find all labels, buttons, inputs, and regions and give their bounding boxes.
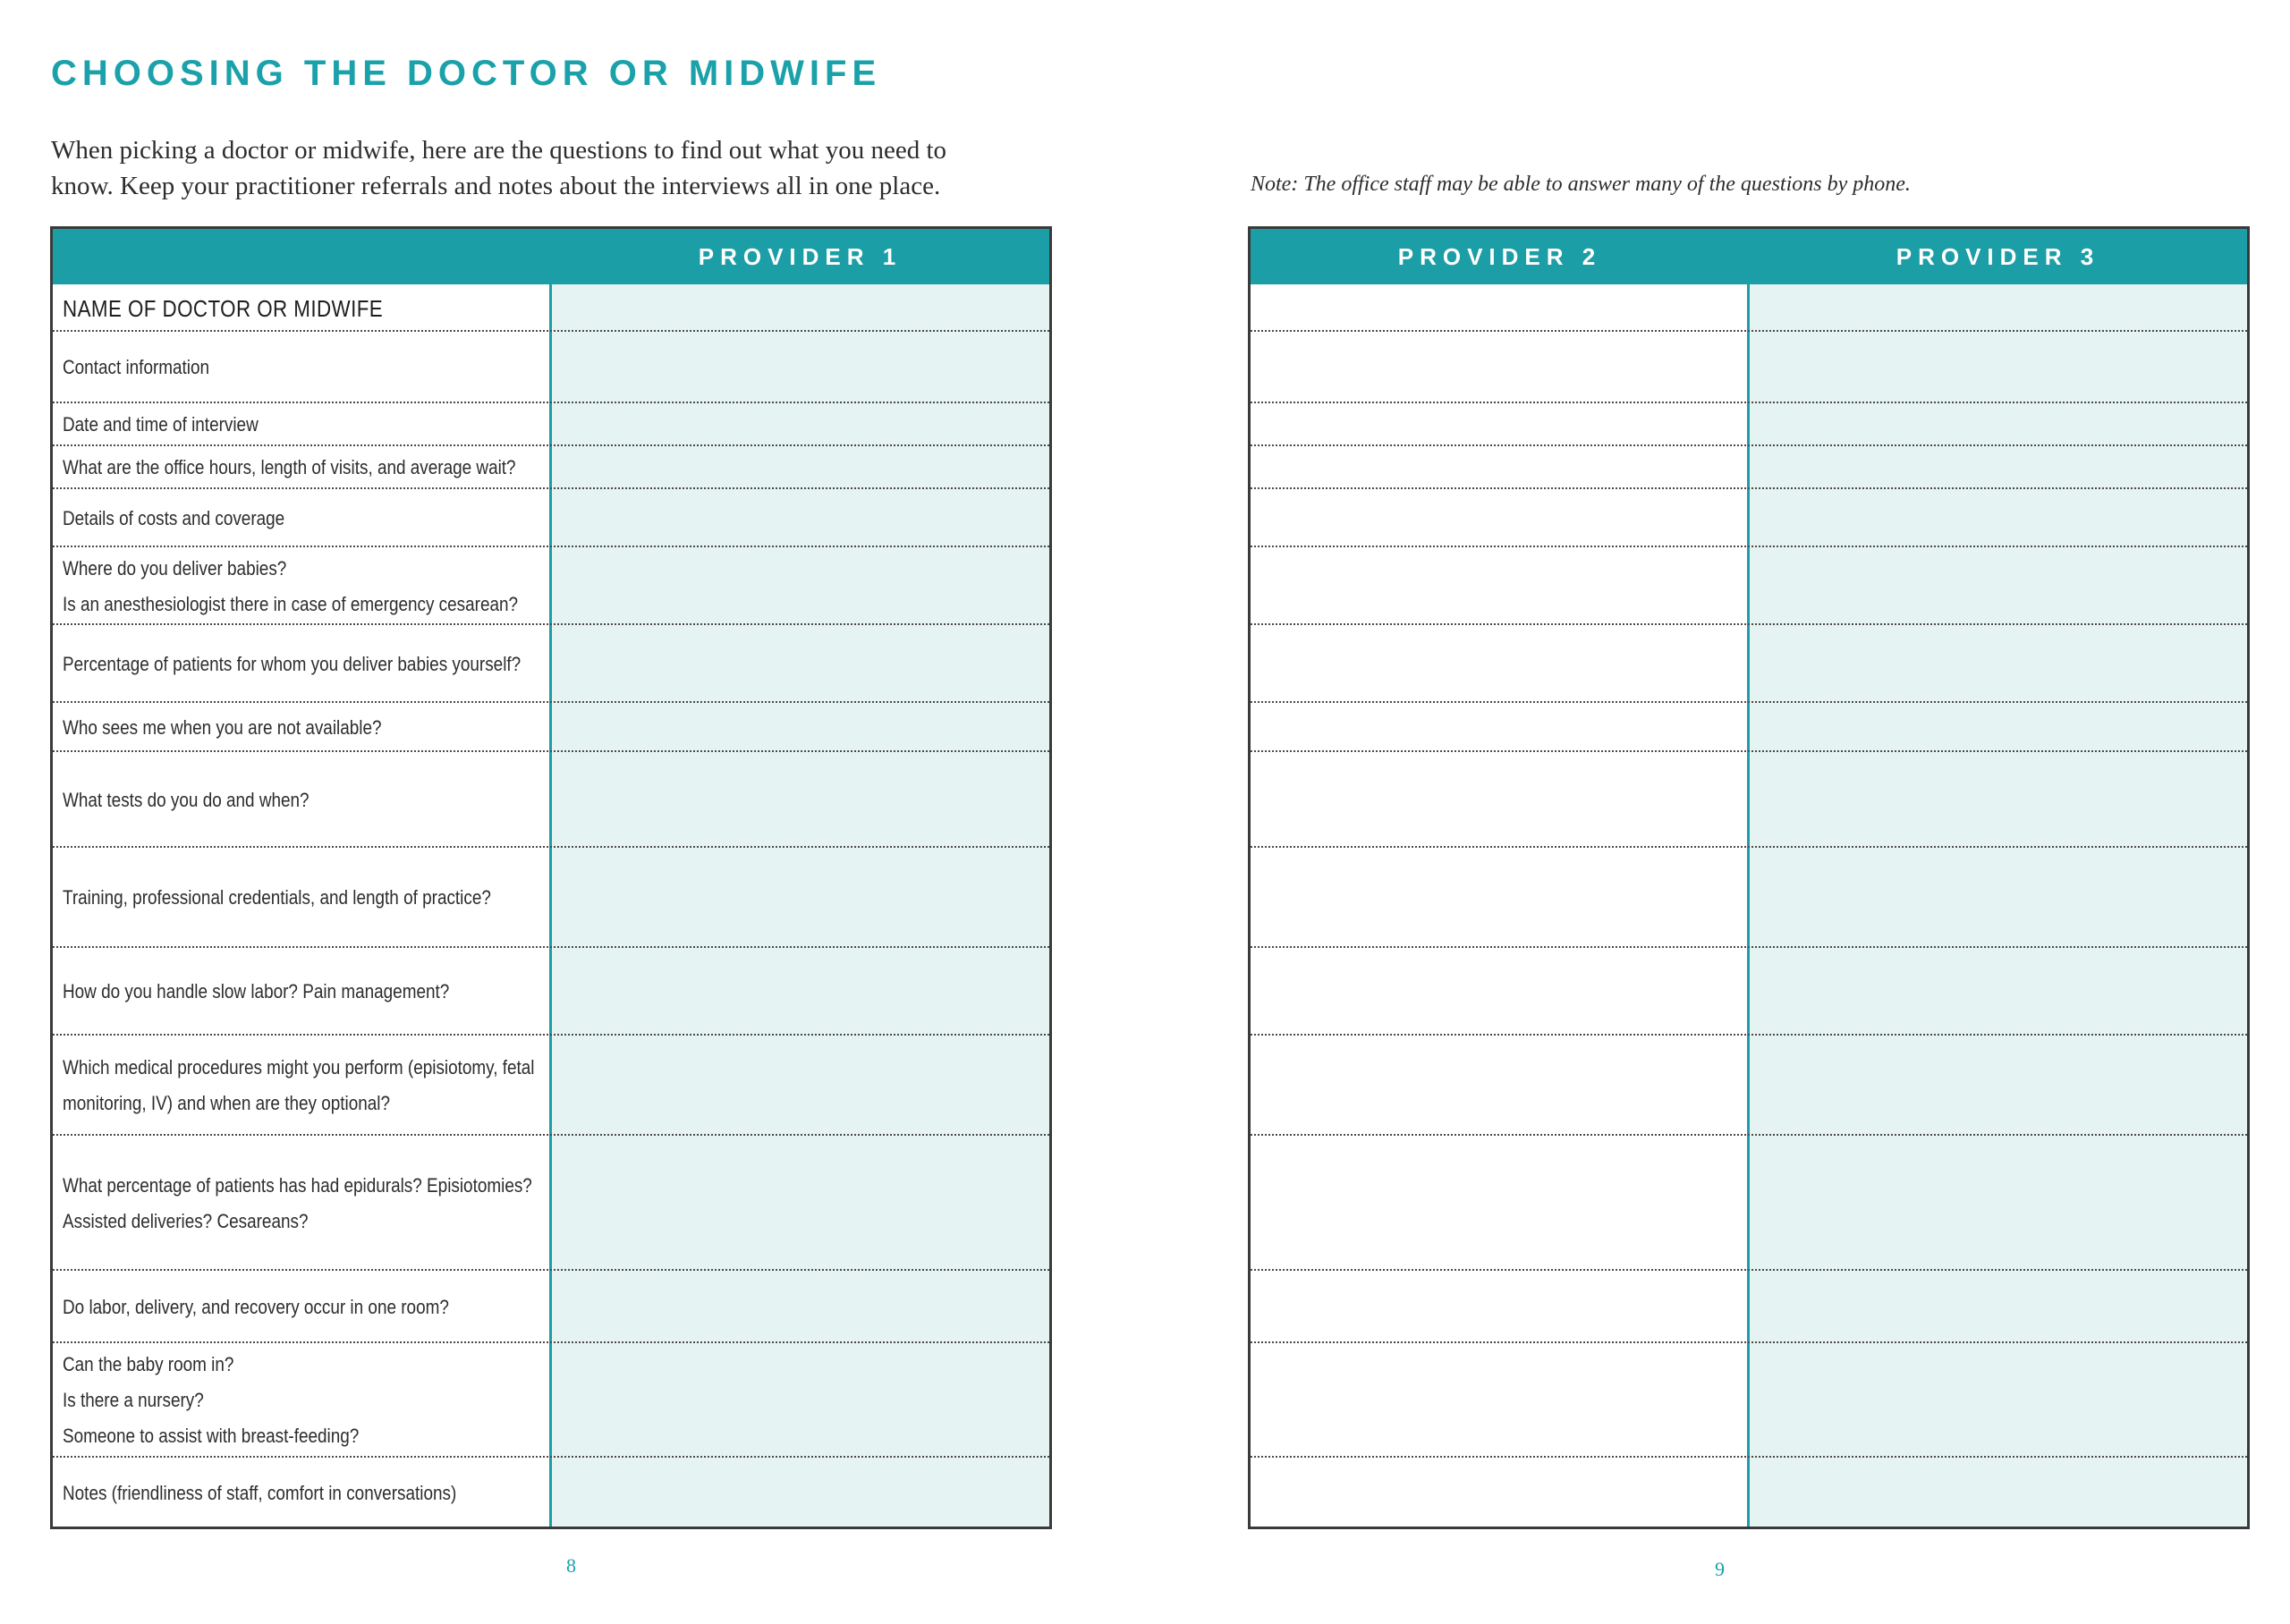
question-label: [63, 1290, 478, 1325]
answer-row[interactable]: [1251, 1036, 2247, 1136]
question-line: Which medical procedures might you perform (episiotomy, fetal: [63, 1056, 535, 1078]
question-label: [63, 710, 478, 746]
answer-row[interactable]: [1251, 703, 2247, 752]
question-line: Percentage of patients for whom you deliver babies yourself?: [63, 653, 522, 675]
table-header: [1251, 229, 2247, 284]
question-label: [63, 501, 478, 537]
question-label: [63, 880, 491, 916]
table-row: [53, 1036, 1049, 1136]
page-number-left: 8: [566, 1554, 576, 1577]
office-note: Note: The office staff may be able to answer many of the questions by phone.: [1251, 173, 1911, 196]
table-row: [53, 1343, 1049, 1458]
table-row: [53, 403, 1049, 446]
question-line: Details of costs and coverage: [63, 507, 285, 529]
question-line: Who sees me when you are not available?: [63, 716, 382, 739]
table-row: [53, 625, 1049, 703]
table-row: [53, 1458, 1049, 1529]
table-row: [53, 547, 1049, 625]
answer-row[interactable]: [1251, 625, 2247, 703]
question-label: [63, 647, 522, 682]
question-label: [63, 1050, 535, 1121]
question-line: Is there a nursery?: [63, 1389, 204, 1411]
question-line: Assisted deliveries? Cesareans?: [63, 1210, 309, 1232]
answer-row[interactable]: [1251, 948, 2247, 1036]
intro-line-1: When picking a doctor or midwife, here are the questions to find out what you need to: [51, 136, 947, 165]
question-line: What tests do you do and when?: [63, 789, 310, 811]
table-row: [53, 489, 1049, 547]
table-row: [53, 948, 1049, 1036]
intro-line-2: know. Keep your practitioner referrals and notes about the interviews all in one place.: [51, 172, 941, 200]
question-line: Contact information: [63, 356, 210, 378]
question-line: What percentage of patients has had epidurals? Episiotomies?: [63, 1174, 532, 1197]
question-line: Where do you deliver babies?: [63, 557, 287, 579]
question-line: Notes (friendliness of staff, comfort in conversations): [63, 1482, 457, 1504]
provider-1-table: [50, 226, 1052, 1529]
question-line: Is an anesthesiologist there in case of emergency cesarean?: [63, 593, 519, 615]
question-label: [63, 1168, 532, 1239]
intro-paragraph: [51, 132, 1071, 204]
question-line: Someone to assist with breast-feeding?: [63, 1425, 360, 1447]
provider-2-3-table: [1248, 226, 2250, 1529]
question-label: [63, 1347, 478, 1454]
provider-1-header: PROVIDER 1: [698, 243, 903, 270]
table-row: [53, 332, 1049, 403]
question-label: [63, 1476, 478, 1511]
question-label: [63, 407, 478, 443]
provider-3-header: PROVIDER 3: [1896, 243, 2100, 270]
answer-row[interactable]: [1251, 446, 2247, 489]
question-line: Do labor, delivery, and recovery occur in one room?: [63, 1296, 449, 1318]
answer-row[interactable]: [1251, 1458, 2247, 1529]
answer-row[interactable]: [1251, 284, 2247, 332]
question-line: Can the baby room in?: [63, 1353, 234, 1375]
answer-row[interactable]: [1251, 1136, 2247, 1271]
question-line: What are the office hours, length of visits, and average wait?: [63, 456, 516, 478]
table-header: [53, 229, 1049, 284]
answer-row[interactable]: [1251, 752, 2247, 848]
answer-row[interactable]: [1251, 1343, 2247, 1458]
page-number-right: 9: [1715, 1558, 1725, 1580]
table-row: [53, 446, 1049, 489]
table-row: [53, 284, 1049, 332]
answer-row[interactable]: [1251, 1271, 2247, 1343]
page-title: CHOOSING THE DOCTOR OR MIDWIFE: [51, 54, 882, 93]
question-line: NAME OF DOCTOR OR MIDWIFE: [63, 295, 384, 322]
question-line: How do you handle slow labor? Pain management?: [63, 980, 450, 1002]
provider-2-header: PROVIDER 2: [1397, 243, 1602, 270]
question-line: Date and time of interview: [63, 413, 259, 436]
question-label: [63, 450, 516, 486]
table-row: [53, 848, 1049, 948]
question-line: monitoring, IV) and when are they optional?: [63, 1092, 391, 1114]
answer-row[interactable]: [1251, 489, 2247, 547]
question-label: [63, 551, 519, 622]
question-label: [63, 350, 478, 385]
table-row: [53, 703, 1049, 752]
answer-row[interactable]: [1251, 332, 2247, 403]
table-row: [53, 752, 1049, 848]
answer-row[interactable]: [1251, 848, 2247, 948]
question-line: Training, professional credentials, and length of practice?: [63, 886, 491, 909]
table-row: [53, 1271, 1049, 1343]
table-row: [53, 1136, 1049, 1271]
question-label: [63, 974, 478, 1010]
name-field-label: [63, 291, 478, 326]
question-label: [63, 782, 478, 818]
answer-row[interactable]: [1251, 547, 2247, 625]
answer-row[interactable]: [1251, 403, 2247, 446]
